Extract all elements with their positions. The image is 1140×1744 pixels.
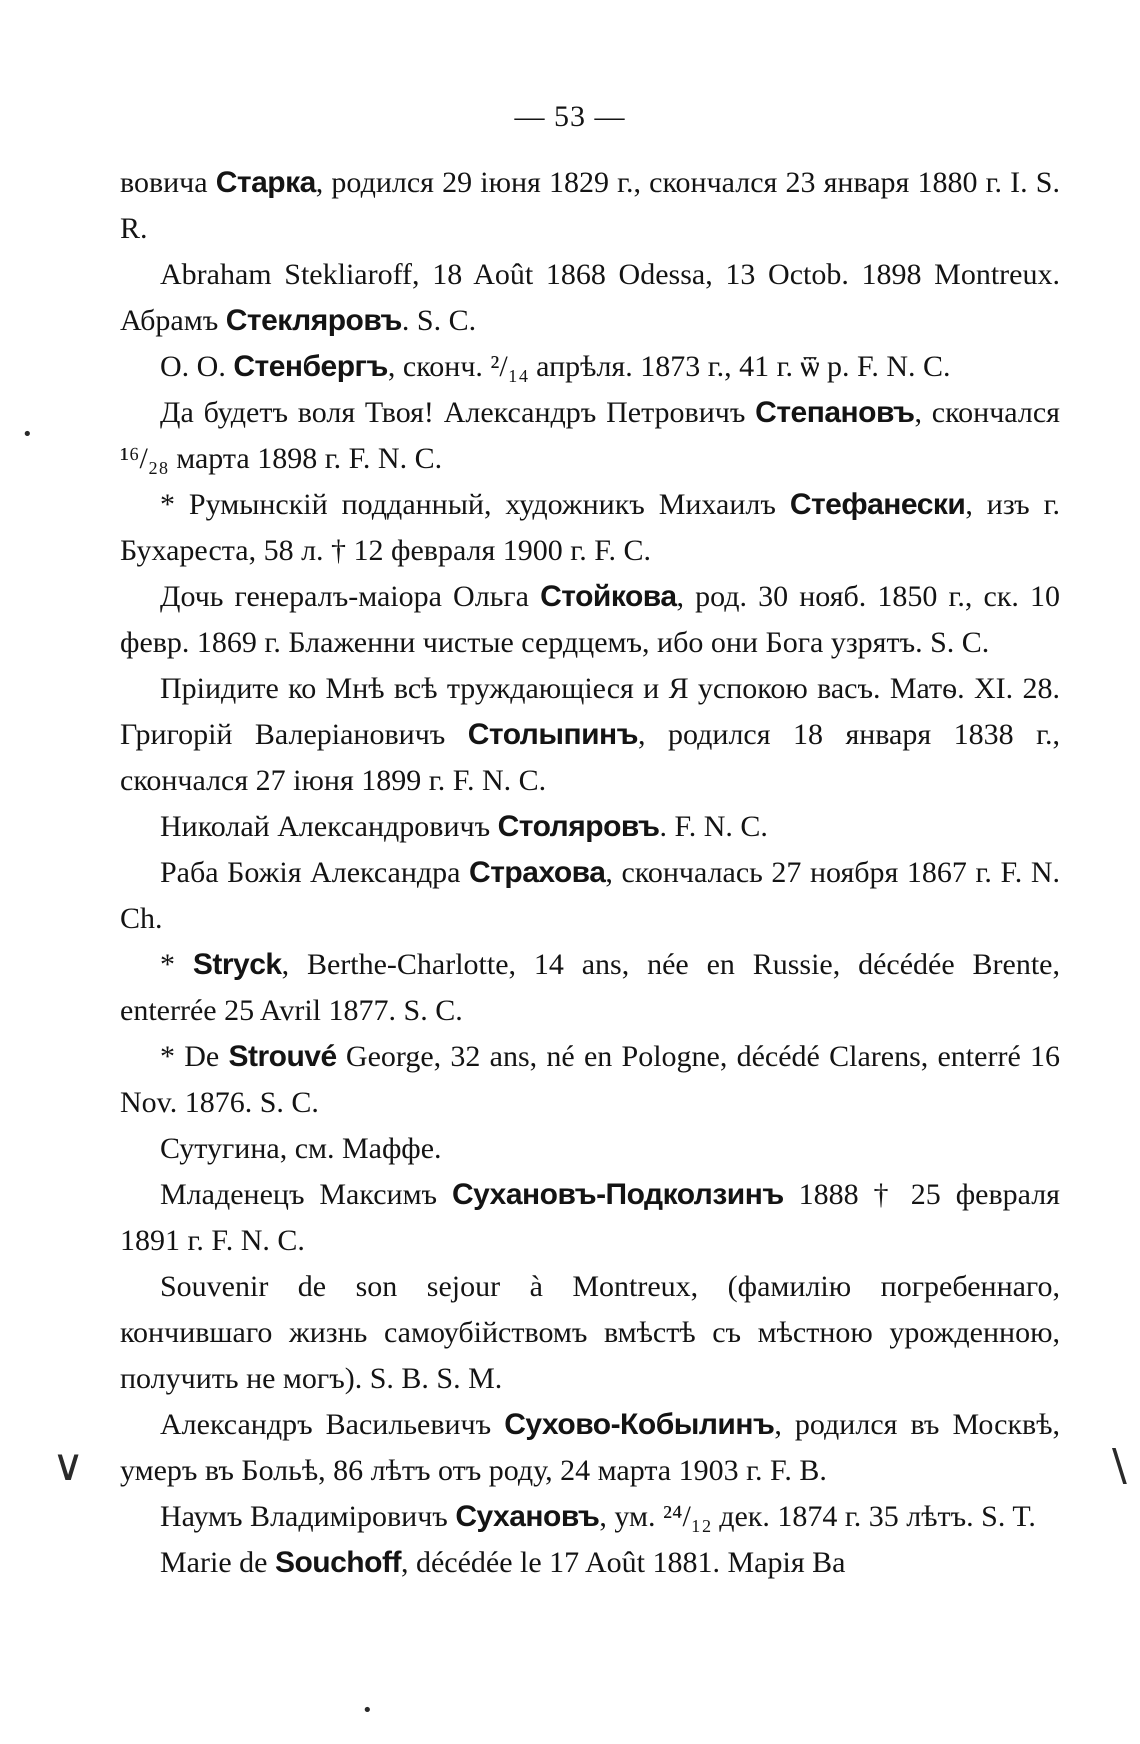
entry-text: , сконч. ²/₁₄ апрѣля. 1873 г., 41 г. ѿ р. F. N. C. [387,350,951,383]
entry-sukhovo-kobylin [120,1402,1060,1494]
entry-text: Николай Александровичъ [160,810,498,843]
entry-text: Marie de [160,1546,275,1579]
entry-surname: Стефанески [789,488,966,521]
entry-surname: Стекляровъ [225,304,402,337]
entry-surname: Сухановъ-Подколзинъ [451,1178,784,1211]
entry-stolyarov [120,804,1060,850]
entry-text: 1888 † 25 февраля 1891 г. F. N. C. [120,1178,1060,1257]
entry-text: * Румынскій подданный, художникъ Михаилъ [160,488,790,521]
entry-souvenir [120,1264,1060,1402]
entry-text: . S. C. [401,304,477,337]
entry-text: O. O. [160,350,234,383]
entry-text: Сутугина, см. Маффе. [160,1132,442,1165]
entry-stenberg [120,344,1060,390]
entry-surname: Степановъ [755,396,915,429]
entry-text: , изъ г. Бухареста, 58 л. † 12 февраля 1900 г. F. C. [120,488,1061,567]
entry-text: Дочь генералъ-маіора Ольга [160,580,541,613]
entry-stark [120,160,1060,252]
entry-stekliaroff [120,252,1060,344]
entry-text: , род. 30 нояб. 1850 г., ск. 10 февр. 1869 г. Блаженни чистые сердцемъ, ибо они Бога узрятъ. S. C. [120,580,1060,659]
entry-stepanov [120,390,1060,482]
entry-surname: Столяровъ [497,810,660,843]
entry-surname: Сухово-Кобылинъ [504,1408,775,1441]
entry-text: , родился въ Москвѣ, умеръ въ Больѣ, 86 лѣтъ отъ роду, 24 марта 1903 г. F. B. [120,1408,1061,1487]
entry-text: Александръ Васильевичъ [160,1408,505,1441]
text-body [120,160,1060,1586]
entry-text: Раба Божія Александра [160,856,470,889]
entry-text: , ум. ²⁴/₁₂ дек. 1874 г. 35 лѣтъ. S. T. [599,1500,1036,1533]
margin-dot-mark: • [22,424,33,445]
entry-text: Souvenir de son sejour à Montreux, (фамилію погребеннаго, кончившаго жизнь самоубійствомъ вмѣстѣ съ мѣстною урожденною, получить не могъ). S. B. S. M. [120,1270,1060,1395]
margin-check-mark-left: ∨ [52,1440,85,1491]
entry-souchoff [120,1540,1060,1586]
entry-surname: Souchoff [274,1546,401,1579]
entry-text: Abraham Stekliaroff, 18 Août 1868 Odessa, 13 Octob. 1898 Montreux. Абрамъ [120,258,1060,337]
entry-text: . F. N. C. [659,810,768,843]
entry-text: , родился 18 января 1838 г., скончался 27 іюня 1899 г. F. N. C. [120,718,1060,797]
entry-stolypin [120,666,1060,804]
entry-surname: Сухановъ [455,1500,600,1533]
entry-text: Наумъ Владиміровичъ [160,1500,456,1533]
entry-text: Пріидите ко Мнѣ всѣ труждающіеся и Я успокою васъ. Матѳ. XI. 28. Григорій Валеріановичъ [120,672,1060,751]
entry-text: , décédée le 17 Août 1881. Марія Ва [400,1546,846,1579]
entry-text: вовича [120,166,216,199]
entry-surname: Столыпинъ [467,718,639,751]
entry-text: Да будетъ воля Твоя! Александръ Петровичъ [160,396,756,429]
entry-stefaneski [120,482,1060,574]
entry-strakhova [120,850,1060,942]
entry-text: , скончалась 27 ноября 1867 г. F. N. Ch. [120,856,1060,935]
entry-surname: Стенбергъ [233,350,388,383]
entry-text: , скончался ¹⁶/₂₈ марта 1898 г. F. N. C. [120,396,1060,475]
entry-surname: Stryck [192,948,282,981]
entry-sutugina [120,1126,1060,1172]
entry-sukhanov [120,1494,1060,1540]
entry-surname: Стойкова [540,580,677,613]
entry-sukhanov-podkolzin [120,1172,1060,1264]
bottom-dot-mark: • [362,1700,373,1721]
entry-surname: Старка [215,166,316,199]
entry-stryck [120,942,1060,1034]
entry-strouve [120,1034,1060,1126]
entry-text: * De [160,1040,229,1073]
entry-text: George, 32 ans, né en Pologne, décédé Clarens, enterré 16 Nov. 1876. S. C. [120,1040,1060,1119]
entry-surname: Страхова [469,856,606,889]
entry-text: * [160,948,193,981]
margin-check-mark-right: \ [1112,1440,1127,1491]
entry-surname: Strouvé [228,1040,337,1073]
entry-text: , Berthe-Charlotte, 14 ans, née en Russie, décédée Brente, enterrée 25 Avril 1877. S. C. [120,948,1060,1027]
entry-text: , родился 29 іюня 1829 г., скончался 23 января 1880 г. I. S. R. [120,166,1060,245]
entry-text: Младенецъ Максимъ [160,1178,452,1211]
page-number: — 53 — [514,100,626,133]
entry-stoikova [120,574,1060,666]
